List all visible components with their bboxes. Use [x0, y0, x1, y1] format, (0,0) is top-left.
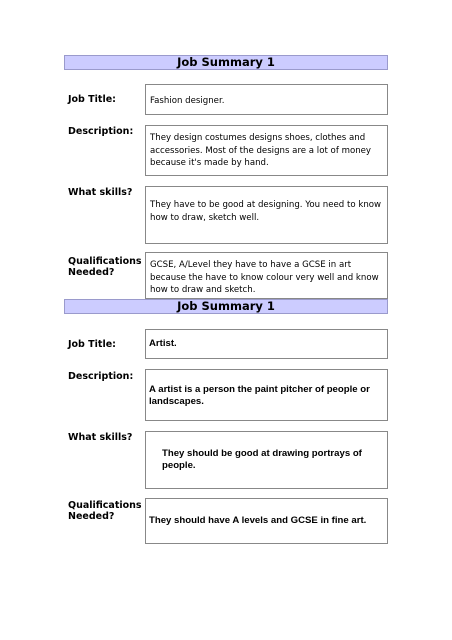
qualifications-value-2: They should have A levels and GCSE in fine art. — [149, 515, 367, 526]
skills-label-2: What skills? — [68, 432, 133, 443]
job-summary-2-title: Job Summary 1 — [177, 299, 275, 313]
qualifications-value-1: GCSE, A/Level they have to have a GCSE in art because the have to know colour very well and know how to draw and sketch. — [150, 260, 379, 295]
skills-value-2: They should be good at drawing portrays of people. — [162, 448, 362, 471]
qualifications-label-2: Qualifications Needed? — [68, 500, 142, 522]
job-title-label-2: Job Title: — [68, 339, 116, 350]
job-title-value-1: Fashion designer. — [150, 96, 225, 106]
job-title-label-1: Job Title: — [68, 94, 116, 105]
job-summary-1-header — [64, 55, 388, 70]
description-label-1: Description: — [68, 126, 134, 137]
skills-label-1: What skills? — [68, 187, 133, 198]
job-summary-2-header — [64, 299, 388, 314]
job-summary-1-title: Job Summary 1 — [177, 55, 275, 69]
description-value-2: A artist is a person the paint pitcher of people or landscapes. — [149, 384, 370, 407]
description-value-1: They design costumes designs shoes, clothes and accessories. Most of the designs are a lot of money because it's made by hand. — [150, 133, 372, 168]
job-title-value-2: Artist. — [149, 338, 177, 349]
description-label-2: Description: — [68, 371, 134, 382]
skills-value-1: They have to be good at designing. You need to know how to draw, sketch well. — [150, 200, 382, 223]
qualifications-label-1: Qualifications Needed? — [68, 256, 142, 278]
